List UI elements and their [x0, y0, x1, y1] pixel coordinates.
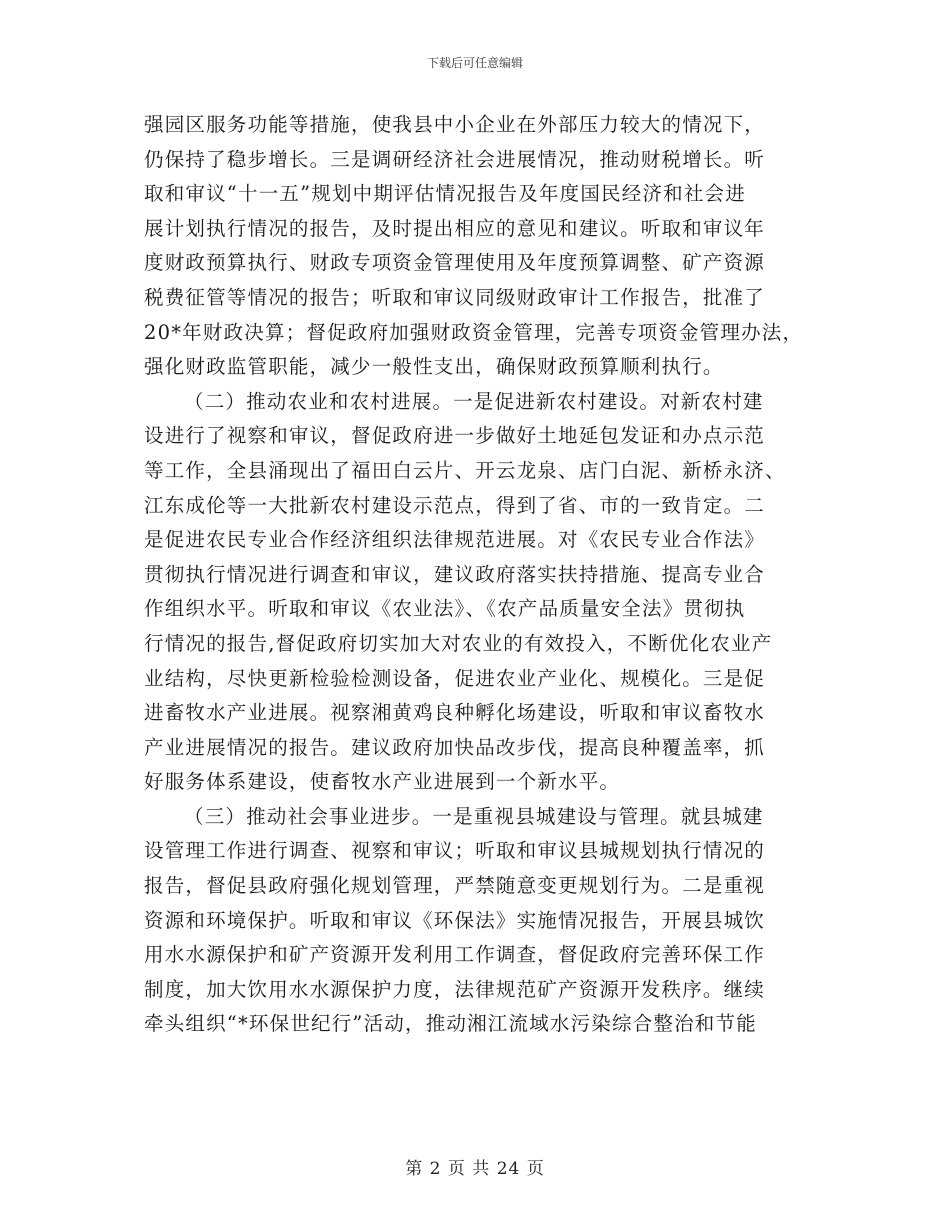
text-line: 展计划执行情况的报告，及时提出相应的意见和建议。听取和审议年	[144, 216, 766, 240]
text-line: 进畜牧水产业进展。视察湘黄鸡良种孵化场建设，听取和审议畜牧水	[144, 701, 766, 725]
section-heading-line: （三）推动社会事业进步。一是重视县城建设与管理。就县城建	[184, 804, 764, 828]
text-line: 强化财政监管职能，减少一般性支出，确保财政预算顺利执行。	[144, 355, 724, 379]
text-line: 强园区服务功能等措施，使我县中小企业在外部压力较大的情况下，	[144, 113, 766, 136]
document-body	[144, 108, 812, 1042]
text-line: 等工作，全县涌现出了福田白云片、开云龙泉、店门白泥、新桥永济、	[144, 458, 786, 482]
text-line: 用水水源保护和矿产资源开发利用工作调查，督促政府完善环保工作	[144, 943, 766, 967]
text-line: 制度，加大饮用水水源保护力度，法律规范矿产资源开发秩序。继续	[144, 977, 766, 1001]
text-line: 贯彻执行情况进行调查和审议，建议政府落实扶持措施、提高专业合	[144, 562, 766, 586]
text-line: 报告，督促县政府强化规划管理，严禁随意变更规划行为。二是重视	[144, 874, 766, 898]
text-line: 取和审议“十一五”规划中期评估情况报告及年度国民经济和社会进	[144, 182, 746, 206]
text-line: 牵头组织“*环保世纪行”活动，推动湘江流域水污染综合整治和节能	[144, 1012, 757, 1036]
text-line: 20*年财政决算；督促政府加强财政资金管理，完善专项资金管理办法，	[144, 320, 804, 344]
text-line: 作组织水平。听取和审议《农业法》、《农产品质量安全法》贯彻执	[144, 597, 746, 621]
section-heading-line: （二）推动农业和农村进展。一是促进新农村建设。对新农村建	[184, 389, 764, 413]
page-header: 下载后可任意编辑	[426, 56, 523, 70]
text-line: 设进行了视察和审议，督促政府进一步做好土地延包发证和办点示范	[144, 424, 766, 448]
text-line: 产业进展情况的报告。建议政府加快品改步伐，提高良种覆盖率，抓	[144, 735, 766, 759]
text-line: 是促进农民专业合作经济组织法律规范进展。对《农民专业合作法》	[144, 528, 766, 552]
text-line: 税费征管等情况的报告；听取和审议同级财政审计工作报告，批准了	[144, 285, 766, 309]
page-number-footer: 第 2 页 共 24 页	[405, 1159, 545, 1179]
text-line: 业结构，尽快更新检验检测设备，促进农业产业化、规模化。三是促	[144, 666, 766, 690]
text-line: 设管理工作进行调查、视察和审议；听取和审议县城规划执行情况的	[144, 839, 766, 863]
text-line: 好服务体系建设，使畜牧水产业进展到一个新水平。	[144, 770, 621, 794]
text-line: 行情况的报告,督促政府切实加大对农业的有效投入，不断优化农业产	[144, 631, 773, 655]
text-line: 资源和环境保护。听取和审议《环保法》实施情况报告，开展县城饮	[144, 908, 766, 932]
text-line: 江东成伦等一大批新农村建设示范点，得到了省、市的一致肯定。二	[144, 493, 766, 517]
text-line: 度财政预算执行、财政专项资金管理使用及年度预算调整、矿产资源	[144, 251, 766, 275]
text-line: 仍保持了稳步增长。三是调研经济社会进展情况，推动财税增长。听	[144, 147, 766, 171]
